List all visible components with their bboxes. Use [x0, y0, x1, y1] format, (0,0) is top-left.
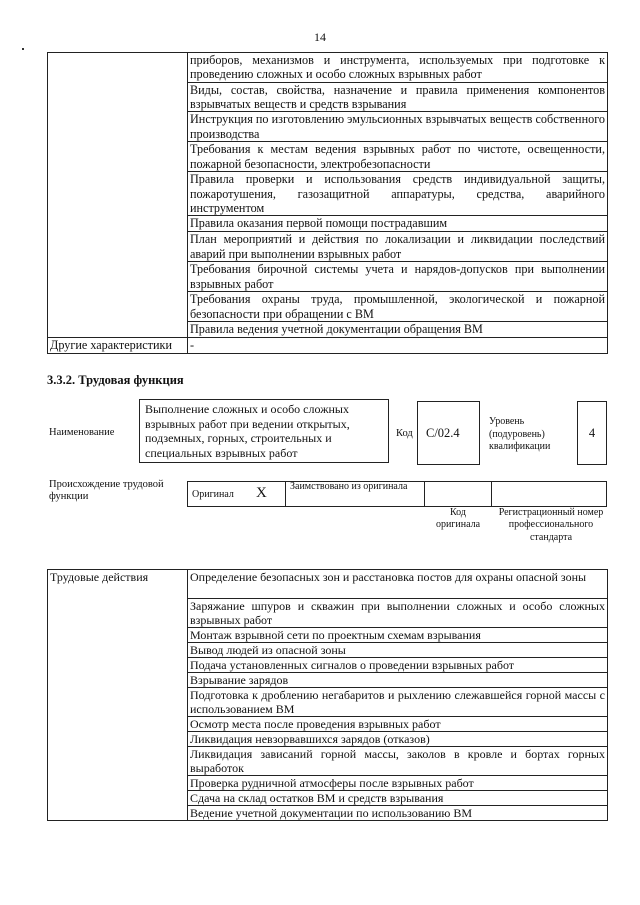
knowledge-table [47, 52, 608, 354]
code-label: Код [396, 428, 413, 439]
registration-number-caption: Регистрационный номер профессионального стандарта [498, 507, 604, 543]
knowledge-item: приборов, механизмов и инструмента, используемых при подготовке к проведению сложных и особо сложных взрывных работ [188, 53, 608, 83]
labor-action-item: Заряжание шпуров и скважин при выполнении сложных и особо сложных взрывных работ [188, 599, 608, 628]
function-code-box: С/02.4 [417, 401, 480, 465]
knowledge-item: Правила проверки и использования средств индивидуальной защиты, пожаротушения, газозащитной аппаратуры, средства, аварийного инструментом [188, 172, 608, 216]
origin-divider-3 [491, 481, 492, 507]
labor-action-item: Монтаж взрывной сети по проектным схемам взрывания [188, 628, 608, 643]
knowledge-item: Требования бирочной системы учета и нарядов-допусков при выполнении взрывных работ [188, 262, 608, 292]
origin-label: Происхождение трудовой функции [49, 479, 164, 502]
labor-actions-table [47, 569, 608, 821]
knowledge-item: Правила ведения учетной документации обращения ВМ [188, 322, 608, 338]
labor-action-item: Осмотр места после проведения взрывных работ [188, 717, 608, 732]
other-characteristics-label: Другие характеристики [48, 338, 188, 353]
labor-actions-label: Трудовые действия [48, 570, 188, 821]
labor-action-item: Ликвидация зависаний горной массы, заколов в кровле и бортах горных выработок [188, 747, 608, 776]
borrowed-label: Заимствовано из оригинала [290, 481, 408, 492]
level-value-box: 4 [577, 401, 607, 465]
other-characteristics-value: - [188, 338, 608, 353]
level-label: Уровень (подуровень) квалификации [489, 416, 551, 452]
name-label: Наименование [49, 427, 115, 438]
labor-action-item: Подача установленных сигналов о проведении взрывных работ [188, 658, 608, 673]
labor-action-item: Ведение учетной документации по использованию ВМ [188, 806, 608, 821]
labor-action-item: Сдача на склад остатков ВМ и средств взрывания [188, 791, 608, 806]
table-row [48, 338, 608, 353]
code-original-caption: Код оригинала [435, 507, 481, 530]
knowledge-item: Виды, состав, свойства, назначение и правила применения компонентов взрывчатых веществ и средств взрывания [188, 83, 608, 112]
table-row [48, 53, 608, 83]
knowledge-item: Требования охраны труда, промышленной, экологической и пожарной безопасности при обращении с ВМ [188, 292, 608, 322]
labor-action-item: Подготовка к дроблению негабаритов и рыхлению слежавшейся горной массы с использованием ВМ [188, 688, 608, 717]
knowledge-item: Правила оказания первой помощи пострадавшим [188, 216, 608, 232]
labor-action-item: Вывод людей из опасной зоны [188, 643, 608, 658]
page-number: 14 [314, 30, 326, 44]
original-label: Оригинал [192, 489, 234, 500]
knowledge-item: План мероприятий и действия по локализации и ликвидации последствий аварий при выполнении взрывных работ [188, 232, 608, 262]
labor-action-item: Ликвидация невзорвавшихся зарядов (отказов) [188, 732, 608, 747]
table-row [48, 570, 608, 599]
original-mark: X [256, 485, 267, 501]
origin-divider-2 [424, 481, 425, 507]
section-title: 3.3.2. Трудовая функция [47, 373, 184, 387]
labor-action-item: Проверка рудничной атмосферы после взрывных работ [188, 776, 608, 791]
knowledge-label-cell [48, 53, 188, 338]
knowledge-item: Инструкция по изготовлению эмульсионных взрывчатых веществ собственного производства [188, 112, 608, 142]
function-name-box: Выполнение сложных и особо сложных взрывных работ при ведении открытых, подземных, горных, строительных и специальных взрывных работ [139, 399, 389, 463]
labor-action-item: Определение безопасных зон и расстановка постов для охраны опасной зоны [188, 570, 608, 599]
labor-action-item: Взрывание зарядов [188, 673, 608, 688]
scan-dot [22, 48, 24, 50]
origin-divider-1 [285, 481, 286, 507]
knowledge-item: Требования к местам ведения взрывных работ по чистоте, освещенности, пожарной безопасности, электробезопасности [188, 142, 608, 172]
